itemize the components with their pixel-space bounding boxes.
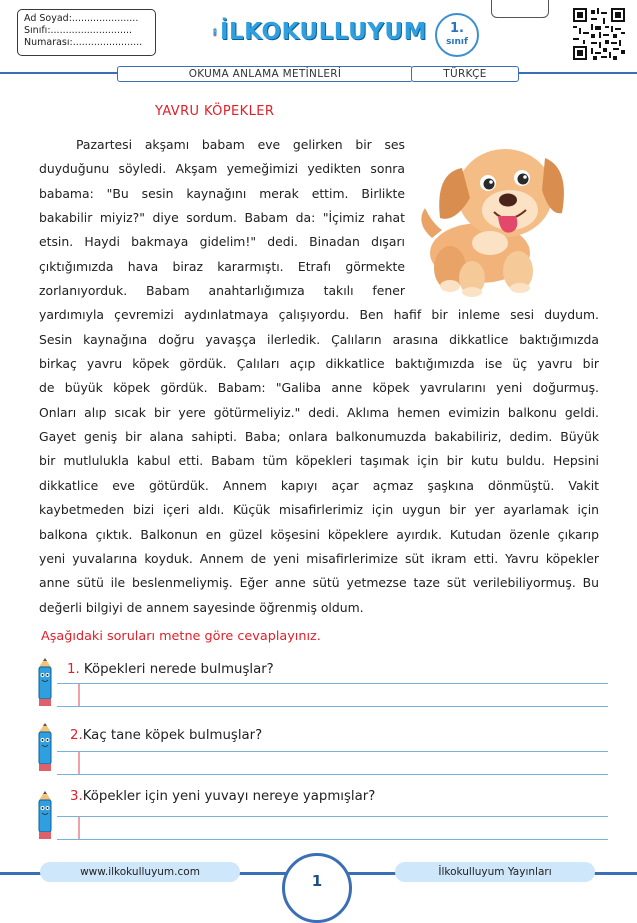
instruction-text: Aşağıdaki soruları metne göre cevaplayınız. xyxy=(41,629,321,644)
page-number: 1 xyxy=(282,853,352,923)
grade-label: sınıf xyxy=(437,37,477,47)
story-line: de büyük köpek gördük. Babam: "Galiba anne köpek yavrularını yeni doğurmuş. xyxy=(39,376,599,400)
story-line: Gayet geniş bir alana sahipti. Baba; onlara balkonumuzda bakabiliriz, dedim. Büyük xyxy=(39,425,599,449)
pencil-mascot-icon xyxy=(212,14,218,50)
question-number: 3. xyxy=(70,789,83,804)
grade-number: 1. xyxy=(437,21,477,37)
story-line: birkaç yavru köpek gördük. Çalıları açıp dikkatlice baktığımızda ise üç yavru bir xyxy=(39,352,599,376)
story-line: dikkatlice eve götürdük. Annem kapıyı açar açmaz şaşkına dönmüştü. Vakit xyxy=(39,474,599,498)
story-line: anne sütü ile beslenmeliymiş. Eğer anne sütü yetmezse taze süt verilebiliyormuş. Bu xyxy=(39,571,599,595)
question-text: Köpekler için yeni yuvayı nereye yapmışlar? xyxy=(83,789,376,804)
answer-line[interactable] xyxy=(57,839,608,840)
question-number: 2. xyxy=(70,728,83,743)
story-line: çıktığımızda hava biraz kararmıştı. Etrafı görmekte xyxy=(39,255,405,279)
question-text: Kaç tane köpek bulmuşlar? xyxy=(83,728,263,743)
story-line: Sesin kaynağına doğru yavaşça ilerledik. Çalıların arasına dikkatlice baktığımızda xyxy=(39,328,599,352)
answer-margin-mark xyxy=(78,752,80,774)
answer-line xyxy=(57,816,608,817)
pencil-mascot-icon xyxy=(32,791,58,843)
story-line: zorlanıyorduk. Babam anahtarlığımıza takılı fener xyxy=(39,279,405,303)
answer-line xyxy=(57,751,608,752)
answer-line xyxy=(57,683,608,684)
name-field[interactable]: Ad Soyad:...................... xyxy=(24,13,149,25)
story-line: balkona çıktık. Balkonun en güzel köşesini köpeklere ayırdık. Kutudan özenle çıkarıp xyxy=(39,523,599,547)
story-line: yardımıyla çevremizi aydınlatmaya çalışıyordu. Ben hafif bir inleme sesi duydum. xyxy=(39,303,599,327)
question-2 xyxy=(70,728,262,743)
story-line: Onları alıp sıcak bir yere götürmeliyiz." dedi. Aklıma hemen evimizin balkonu geldi. xyxy=(39,401,599,425)
class-field[interactable]: Sınıfı:........................... xyxy=(24,25,149,37)
story-title: YAVRU KÖPEKLER xyxy=(155,104,274,119)
pencil-mascot-icon xyxy=(32,658,58,710)
answer-margin-mark xyxy=(78,684,80,706)
question-number: 1. xyxy=(67,662,80,677)
story-line: değerli bilgiyi de annem sayesinde öğrenmiş oldum. xyxy=(39,596,599,620)
question-text: Köpekleri nerede bulmuşlar? xyxy=(80,662,274,677)
grade-badge xyxy=(435,13,479,57)
top-tab xyxy=(491,0,549,18)
question-3 xyxy=(70,789,375,804)
logo-text: İLKOKULLUYUM xyxy=(220,19,427,45)
story-line: Pazartesi akşamı babam eve gelirken bir ses xyxy=(39,133,405,157)
story-line: kaybetmeden bizi içeri aldı. Küçük misafirlerimiz için uygun bir yer ayarlamak için xyxy=(39,498,599,522)
website-link[interactable]: www.ilkokulluyum.com xyxy=(40,862,240,882)
site-logo xyxy=(212,12,427,52)
story-line: babama: "Bu sesin kaynağını merak ettim. Birlikte xyxy=(39,182,405,206)
section-title-band: OKUMA ANLAMA METİNLERİ xyxy=(117,66,413,82)
number-field[interactable]: Numarası:....................... xyxy=(24,37,149,49)
question-1 xyxy=(67,662,274,677)
story-line: yeni yuvalarına koyduk. Annem de yeni misafirlerimize süt ikram etti. Yavru köpekler xyxy=(39,547,599,571)
student-info-box xyxy=(17,9,156,56)
qr-code-icon[interactable] xyxy=(573,8,625,60)
publisher-label: İlkokulluyum Yayınları xyxy=(395,862,595,882)
story-line: bir mutlulukla kabul etti. Babam tüm köpekleri taşımak için bir kutu buldu. Hepsini xyxy=(39,449,599,473)
story-body xyxy=(39,133,601,620)
subject-band: TÜRKÇE xyxy=(411,66,519,82)
story-line: duyduğunu söyledi. Akşam yemeğimizi yedikten sonra xyxy=(39,157,405,181)
story-line: etsin. Haydi bakmaya gidelim!" dedi. Binadan dışarı xyxy=(39,230,405,254)
answer-line[interactable] xyxy=(57,774,608,775)
pencil-mascot-icon xyxy=(32,723,58,775)
story-line: bakabilir miyiz?" diye sordum. Babam da: "İçimiz rahat xyxy=(39,206,405,230)
answer-margin-mark xyxy=(78,817,80,839)
answer-line[interactable] xyxy=(57,706,608,707)
